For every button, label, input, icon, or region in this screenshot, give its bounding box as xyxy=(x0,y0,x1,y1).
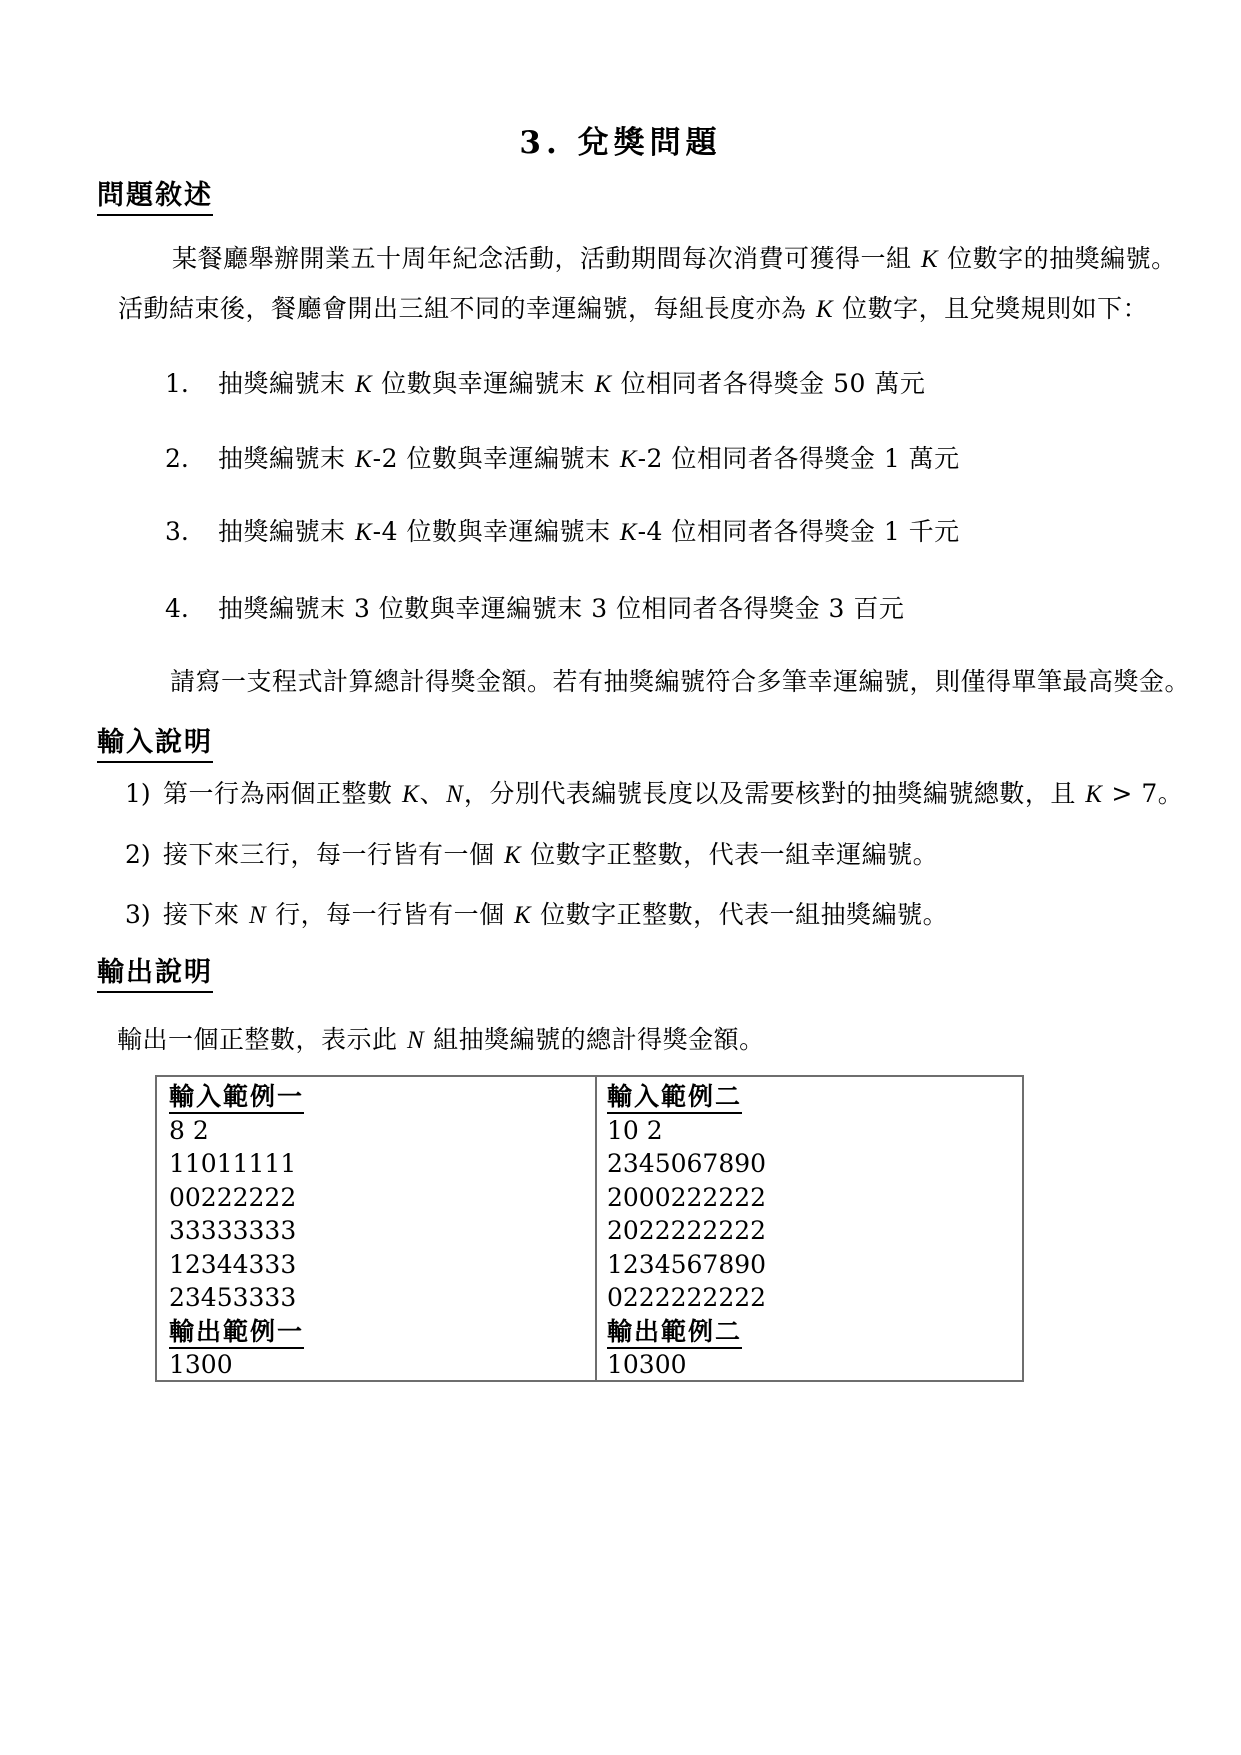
example-2-input-label-text: 輸入範例二 xyxy=(607,1082,742,1114)
examples-table xyxy=(155,1075,1024,1382)
input-item-2-text: 接下來三行，每一行皆有一個 K 位數字正整數，代表一組幸運編號。 xyxy=(163,840,939,869)
example-2-input-line: 10 2 xyxy=(607,1115,663,1145)
input-item-2-number: 2) xyxy=(125,840,151,869)
input-item-1-text: 第一行為兩個正整數 K、N，分別代表編號長度以及需要核對的抽獎編號總數，且 K > 7。 xyxy=(163,779,1184,808)
example-1-cell xyxy=(157,1077,595,1380)
example-1-output-label xyxy=(169,1315,595,1349)
rule-2-text: 抽獎編號末 K-2 位數與幸運編號末 K-2 位相同者各得獎金 1 萬元 xyxy=(218,444,960,473)
example-1-input-label xyxy=(169,1080,595,1114)
rule-3-number: 3. xyxy=(165,517,189,546)
rule-item-4 xyxy=(165,592,904,626)
page-title: 3. 兌獎問題 xyxy=(519,125,722,161)
section-heading-input-text: 輸入說明 xyxy=(97,727,213,763)
input-item-1 xyxy=(125,777,1183,812)
section-heading-problem xyxy=(97,180,213,212)
rule-item-1 xyxy=(165,367,925,402)
section-heading-problem-text: 問題敘述 xyxy=(97,180,213,216)
example-2-input-line: 1234567890 xyxy=(607,1249,767,1279)
example-1-input-line: 23453333 xyxy=(169,1283,297,1312)
example-1-input-line: 33333333 xyxy=(169,1216,297,1245)
rule-2-number: 2. xyxy=(165,444,189,473)
rule-3-text: 抽獎編號末 K-4 位數與幸運編號末 K-4 位相同者各得獎金 1 千元 xyxy=(218,517,960,546)
section-heading-output-text: 輸出說明 xyxy=(97,957,213,993)
example-2-input-label xyxy=(607,1080,1022,1114)
example-1-input-line: 00222222 xyxy=(169,1182,297,1212)
rule-1-text: 抽獎編號末 K 位數與幸運編號末 K 位相同者各得獎金 50 萬元 xyxy=(218,369,926,398)
example-2-output-label-text: 輸出範例二 xyxy=(607,1317,742,1349)
section-heading-output xyxy=(97,957,213,989)
example-1-input-line: 12344333 xyxy=(169,1249,297,1279)
example-2-input-line: 2022222222 xyxy=(607,1216,767,1245)
rule-item-3 xyxy=(165,515,960,550)
input-item-3 xyxy=(125,898,948,933)
example-2-output-label xyxy=(607,1315,1022,1349)
problem-paragraph-line1: 某餐廳舉辦開業五十周年紀念活動，活動期間每次消費可獲得一組 K 位數字的抽獎編號。 xyxy=(172,244,1177,273)
example-1-output-line: 1300 xyxy=(169,1350,233,1379)
rule-item-2 xyxy=(165,442,960,477)
input-item-1-number: 1) xyxy=(125,779,151,808)
example-1-input-line: 8 2 xyxy=(169,1115,209,1145)
problem-closing-paragraph: 請寫一支程式計算總計得獎金額。若有抽獎編號符合多筆幸運編號，則僅得單筆最高獎金。 xyxy=(170,667,1191,696)
example-1-input-line: 11011111 xyxy=(169,1149,297,1178)
example-2-output-line: 10300 xyxy=(607,1350,687,1379)
example-1-input-label-text: 輸入範例一 xyxy=(169,1082,304,1114)
problem-paragraph-line2: 活動結束後，餐廳會開出三組不同的幸運編號，每組長度亦為 K 位數字，且兌獎規則如下： xyxy=(118,294,1149,323)
input-item-2 xyxy=(125,838,938,873)
output-paragraph: 輸出一個正整數，表示此 N 組抽獎編號的總計得獎金額。 xyxy=(117,1025,765,1054)
rule-1-number: 1. xyxy=(165,369,189,398)
rule-4-text: 抽獎編號末 3 位數與幸運編號末 3 位相同者各得獎金 3 百元 xyxy=(218,594,905,623)
input-item-3-text: 接下來 N 行，每一行皆有一個 K 位數字正整數，代表一組抽獎編號。 xyxy=(163,900,949,929)
example-2-input-line: 2345067890 xyxy=(607,1149,767,1178)
input-item-3-number: 3) xyxy=(125,900,151,929)
example-2-input-line: 2000222222 xyxy=(607,1182,767,1212)
section-heading-input xyxy=(97,727,213,759)
example-2-cell xyxy=(595,1077,1022,1380)
example-2-input-line: 0222222222 xyxy=(607,1283,767,1312)
rule-4-number: 4. xyxy=(165,594,189,623)
example-1-output-label-text: 輸出範例一 xyxy=(169,1317,304,1349)
